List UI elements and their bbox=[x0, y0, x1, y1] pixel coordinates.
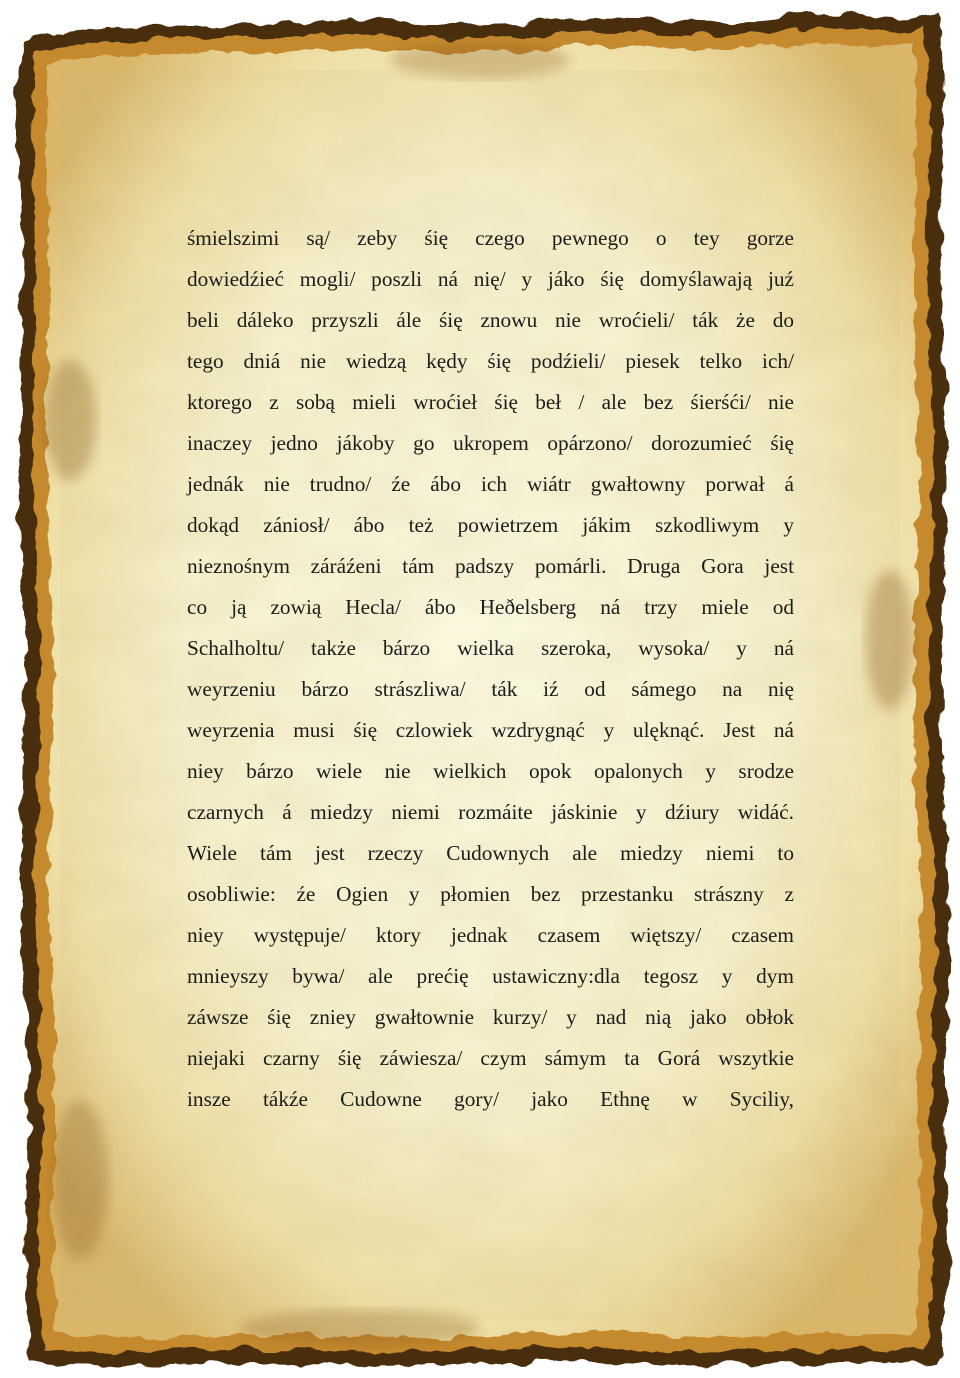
scorch-spot bbox=[866, 570, 914, 710]
text-line: czarnych á miedzy niemi rozmáite jáskinie y dźiury widáć. bbox=[187, 800, 794, 824]
text-line: niejaki czarny śię záwiesza/ czym sámym ta Gorá wszytkie bbox=[187, 1046, 794, 1070]
text-line: co ją zowią Hecla/ ábo Heðelsberg ná trzy miele od bbox=[187, 595, 794, 619]
text-line: mnieyszy bywa/ ale prećię ustawiczny:dla tegosz y dym bbox=[187, 964, 794, 988]
text-line: záwsze śię zniey gwałtownie kurzy/ y nad nią jako obłok bbox=[187, 1005, 794, 1029]
scorch-spot bbox=[390, 42, 570, 78]
text-line: insze tákźe Cudowne gory/ jako Ethnę w Syciliy, bbox=[187, 1087, 794, 1111]
text-line: śmielszimi są/ zeby śię czego pewnego o tey gorze bbox=[187, 226, 794, 250]
text-line: inaczey jedno jákoby go ukropem opárzono/ dorozumieć śię bbox=[187, 431, 794, 455]
text-line: dowiedźieć mogli/ poszli ná nię/ y jáko śię domyślawają juź bbox=[187, 267, 794, 291]
text-line: weyrzenia musi śię czlowiek wzdrygnąć y ulęknąć. Jest ná bbox=[187, 718, 794, 742]
text-line: tego dniá nie wiedzą kędy śię podźieli/ piesek telko ich/ bbox=[187, 349, 794, 373]
text-line: niey występuje/ ktory jednak czasem więtszy/ czasem bbox=[187, 923, 794, 947]
document-body-text bbox=[187, 218, 794, 1120]
text-line: dokąd zániosł/ ábo też powietrzem jákim szkodliwym y bbox=[187, 513, 794, 537]
scorch-spot bbox=[52, 1100, 108, 1260]
text-line: niey bárzo wiele nie wielkich opok opalonych y srodze bbox=[187, 759, 794, 783]
scorch-spot bbox=[44, 360, 96, 480]
text-line: jednák nie trudno/ źe ábo ich wiátr gwałtowny porwał á bbox=[187, 472, 794, 496]
text-line: weyrzeniu bárzo strászliwa/ ták iź od sámego na nię bbox=[187, 677, 794, 701]
text-line: nieznośnym záráźeni tám padszy pomárli. Druga Gora jest bbox=[187, 554, 794, 578]
text-line: ktorego z sobą mieli wroćieł śię beł / ale bez śierśći/ nie bbox=[187, 390, 794, 414]
text-line: beli dáleko przyszli ále śię znowu nie wroćieli/ ták że do bbox=[187, 308, 794, 332]
text-line: Wiele tám jest rzeczy Cudownych ale miedzy niemi to bbox=[187, 841, 794, 865]
scorch-spot bbox=[240, 1310, 480, 1346]
text-line: osobliwie: źe Ogien y płomien bez przestanku strászny z bbox=[187, 882, 794, 906]
text-line: Schalholtu/ także bárzo wielka szeroka, wysoka/ y ná bbox=[187, 636, 794, 660]
